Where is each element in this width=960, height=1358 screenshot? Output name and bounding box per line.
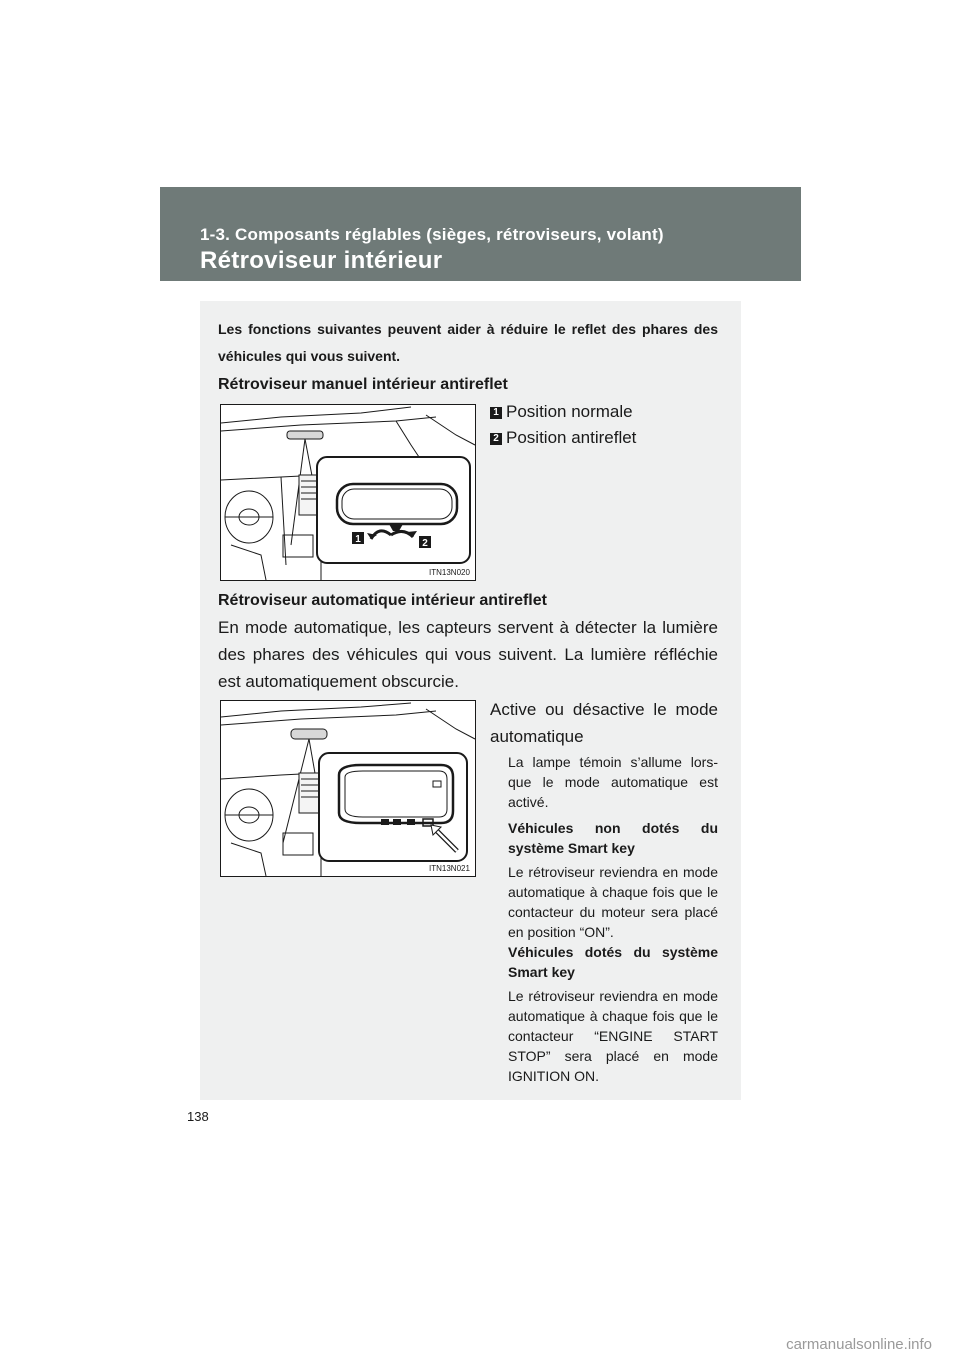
- manual-mirror-illustration: [220, 404, 476, 581]
- page-number: 138: [187, 1109, 209, 1124]
- chapter-header: [160, 187, 801, 281]
- legend-item-2: [490, 425, 636, 451]
- automatic-mirror-drawing: [221, 701, 475, 876]
- legend-item-1: [490, 399, 633, 425]
- automatic-body-text: En mode automatique, les capteurs servent à détecter la lumière des phares des véhicules qui vous suivent. La lumière réfléchie est automatiquement obscurcie.: [218, 618, 718, 691]
- number-1-icon: 1: [490, 407, 502, 419]
- manual-mirror-drawing: [221, 405, 475, 580]
- indicator-note: La lampe témoin s’allume lors-que le mode automatique est activé.: [508, 754, 718, 810]
- intro-text: Les fonctions suivantes peuvent aider à réduire le reflet des phares des véhicules qui vous suivent.: [218, 321, 718, 364]
- legend-label-normal: Position normale: [506, 402, 633, 421]
- no-smart-key-heading: Véhicules non dotés du système Smart key: [508, 820, 718, 856]
- svg-text:2: 2: [422, 538, 428, 549]
- automatic-action-text: Active ou désactive le mode automatique: [490, 700, 718, 746]
- figure-code: ITN13N021: [429, 864, 470, 873]
- figure-code: ITN13N020: [429, 568, 470, 577]
- smart-key-heading: Véhicules dotés du système Smart key: [508, 944, 718, 980]
- legend-label-antiglare: Position antireflet: [506, 428, 637, 447]
- watermark: carmanualsonline.info: [786, 1336, 932, 1353]
- automatic-mirror-heading: Rétroviseur automatique intérieur antireflet: [218, 592, 547, 609]
- section-title: 1-3. Composants réglables (sièges, rétroviseurs, volant): [200, 225, 664, 244]
- number-2-icon: 2: [490, 433, 502, 445]
- automatic-mirror-illustration: [220, 700, 476, 877]
- smart-key-text: Le rétroviseur reviendra en mode automatique à chaque fois que le contacteur “ENGINE START STOP” sera placé en mode IGNITION ON.: [508, 988, 718, 1084]
- manual-mirror-heading: Rétroviseur manuel intérieur antireflet: [218, 376, 508, 393]
- svg-text:1: 1: [355, 534, 361, 545]
- no-smart-key-text: Le rétroviseur reviendra en mode automatique à chaque fois que le contacteur du moteur sera placé en position “ON”.: [508, 864, 718, 940]
- page-title: Rétroviseur intérieur: [200, 247, 443, 274]
